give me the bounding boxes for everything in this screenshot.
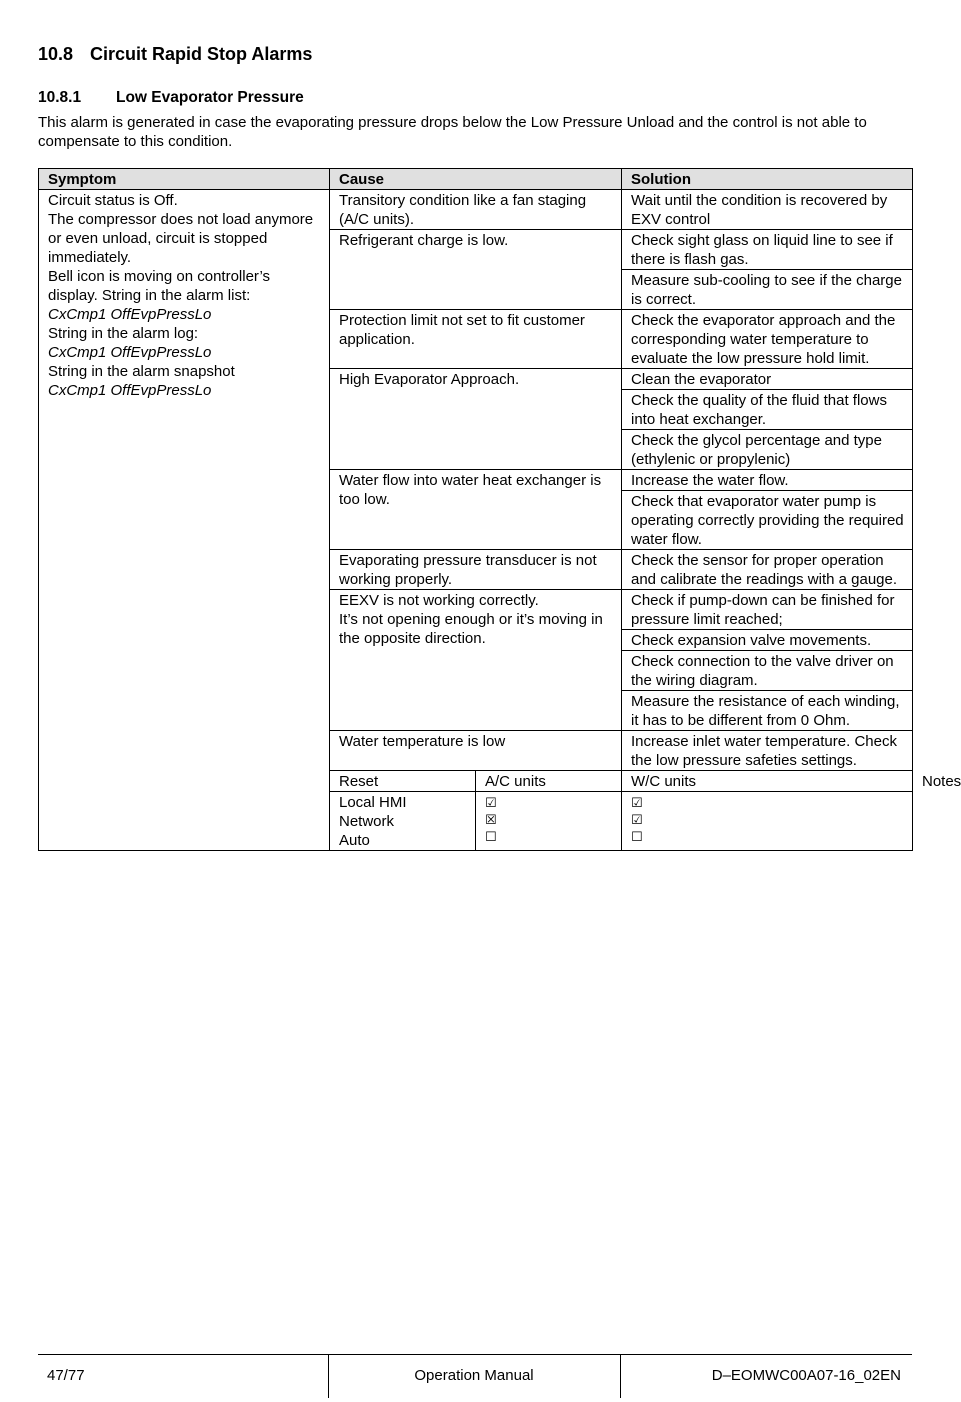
ac-units-label: A/C units — [476, 771, 622, 792]
table-row — [39, 190, 913, 230]
alarm-string: CxCmp1 OffEvpPressLo — [48, 344, 212, 361]
checkbox-checked-icon: ☑ — [631, 813, 643, 828]
reset-header-row: Reset A/C units W/C units Notes — [39, 771, 913, 792]
table-header-row — [39, 169, 913, 190]
subsection-heading — [38, 89, 304, 107]
symptom-cell — [39, 190, 330, 851]
symptom-line: Circuit status is Off. — [48, 192, 178, 209]
solution-cell: Check the sensor for proper operation and calibrate the readings with a gauge. — [622, 550, 913, 590]
solution-cell: Check connection to the valve driver on the wiring diagram. — [622, 651, 913, 691]
solution-cell: Check that evaporator water pump is operating correctly providing the required water flow. — [622, 491, 913, 550]
reset-method: Local HMI — [339, 794, 407, 811]
checkbox-checked-icon: ☑ — [485, 796, 497, 811]
cause-cell: Protection limit not set to fit customer application. — [330, 310, 622, 369]
checkbox-empty-icon: ☐ — [631, 830, 643, 845]
alarm-string: CxCmp1 OffEvpPressLo — [48, 382, 212, 399]
symptom-line: String in the alarm snapshot — [48, 363, 235, 380]
reset-method: Network — [339, 813, 395, 830]
cause-cell: Refrigerant charge is low. — [330, 230, 622, 310]
solution-cell: Check the evaporator approach and the corresponding water temperature to evaluate the low pressure hold limit. — [622, 310, 913, 369]
intro-paragraph: This alarm is generated in case the evaporating pressure drops below the Low Pressure Unload and the control is not able to compensate to this condition. — [38, 114, 867, 150]
solution-cell: Check expansion valve movements. — [622, 630, 913, 651]
section-number: 10.8 — [38, 44, 74, 64]
symptom-line: The compressor does not load anymore or even unload, circuit is stopped immediately. — [48, 211, 314, 266]
symptom-line: Bell icon is moving on controller’s display. String in the alarm list: — [48, 268, 271, 304]
cause-cell: Water temperature is low — [330, 731, 622, 771]
solution-cell: Check the quality of the fluid that flows into heat exchanger. — [622, 390, 913, 430]
header-cause: Cause — [330, 169, 622, 190]
solution-cell: Clean the evaporator — [622, 369, 913, 390]
reset-method: Auto — [339, 832, 370, 849]
wc-units-label: W/C units — [622, 771, 913, 792]
cause-cell: Transitory condition like a fan staging (A/C units). — [330, 190, 622, 230]
header-symptom: Symptom — [39, 169, 330, 190]
solution-cell: Wait until the condition is recovered by EXV control — [622, 190, 913, 230]
solution-cell: Measure sub-cooling to see if the charge is correct. — [622, 270, 913, 310]
document-code: D–EOMWC00A07-16_02EN — [711, 1367, 901, 1384]
document-type: Operation Manual — [414, 1367, 534, 1384]
cause-line: It’s not opening enough or it’s moving in the opposite direction. — [339, 611, 603, 647]
page-number: 47/77 — [47, 1367, 85, 1384]
cause-cell: Water flow into water heat exchanger is too low. — [330, 470, 622, 550]
solution-cell: Check if pump-down can be finished for pressure limit reached; — [622, 590, 913, 630]
checkbox-checked-icon: ☑ — [631, 796, 643, 811]
solution-cell: Check the glycol percentage and type (ethylenic or propylenic) — [622, 430, 913, 470]
wc-units-cell — [622, 792, 913, 851]
solution-cell: Increase inlet water temperature. Check the low pressure safeties settings. — [622, 731, 913, 771]
solution-cell: Increase the water flow. — [622, 470, 913, 491]
footer-divider — [38, 1354, 912, 1355]
cause-cell: Evaporating pressure transducer is not working properly. — [330, 550, 622, 590]
solution-cell: Measure the resistance of each winding, it has to be different from 0 Ohm. — [622, 691, 913, 731]
solution-cell: Check sight glass on liquid line to see if there is flash gas. — [622, 230, 913, 270]
alarm-table — [38, 168, 961, 851]
cause-line: EEXV is not working correctly. — [339, 592, 539, 609]
section-heading — [38, 44, 312, 65]
ac-units-cell — [476, 792, 622, 851]
alarm-string: CxCmp1 OffEvpPressLo — [48, 306, 212, 323]
cause-cell: High Evaporator Approach. — [330, 369, 622, 470]
subsection-number: 10.8.1 — [38, 89, 82, 106]
section-title: Circuit Rapid Stop Alarms — [90, 44, 313, 64]
subsection-title: Low Evaporator Pressure — [116, 89, 304, 106]
symptom-line: String in the alarm log: — [48, 325, 199, 342]
reset-label: Reset — [330, 771, 476, 792]
checkbox-crossed-icon: ☒ — [485, 813, 497, 828]
cause-cell — [330, 590, 622, 731]
checkbox-empty-icon: ☐ — [485, 830, 497, 845]
header-solution: Solution — [622, 169, 913, 190]
reset-methods-cell — [330, 792, 476, 851]
